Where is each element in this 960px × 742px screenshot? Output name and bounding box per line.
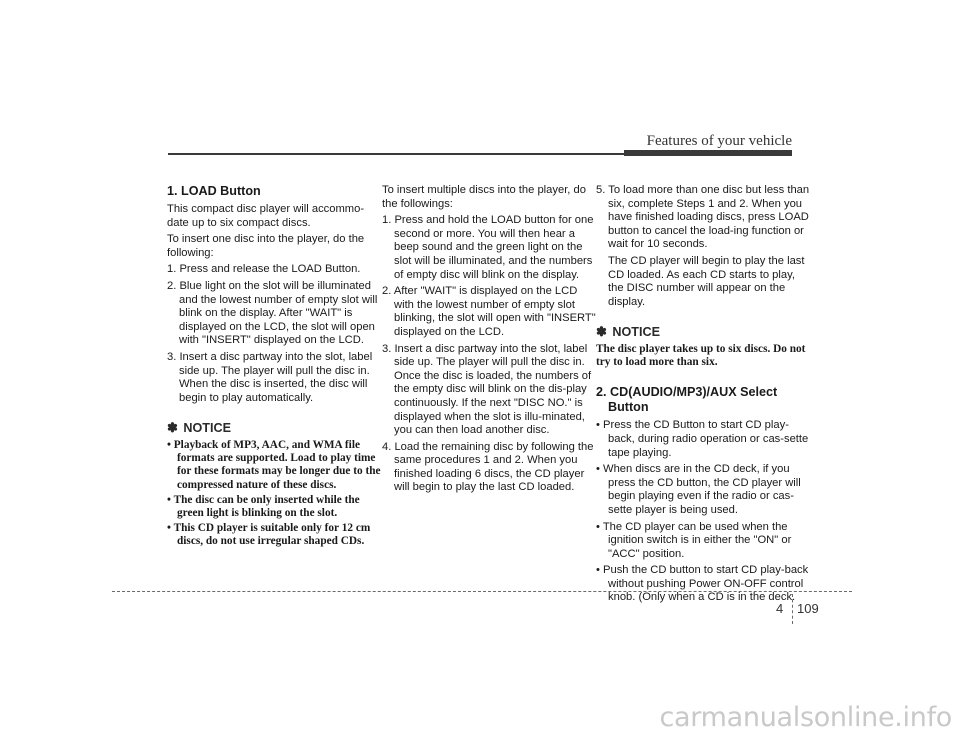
list-item: 4. Load the remaining disc by following the same procedures 1 and 2. When you finished loading 6 discs, the CD player will begin to play the last CD loaded. [382, 440, 594, 494]
notice-item: • The disc can be only inserted while the green light is blinking on the slot. [167, 493, 360, 519]
notice-heading [167, 421, 381, 436]
intro-paragraph: This compact disc player will accommo-date up to six compact discs. [167, 203, 365, 229]
list-item: 2. Blue light on the slot will be illuminated and the lowest number of empty slot will blink on the display. After "WAIT" is displayed on the LCD, the slot will open with "INSERT" displayed on the LCD. [167, 279, 378, 347]
page-number: 109 [797, 601, 819, 616]
page-header-title: Features of your vehicle [646, 133, 792, 149]
list-item: 3. Insert a disc partway into the slot, label side up. The player will pull the disc in. When the disc is inserted, the disc will begin to play automatically. [167, 350, 373, 404]
notice-item: • Playback of MP3, AAC, and WMA file formats are supported. Load to play time for these formats may be longer due to the compressed nature of these discs. [167, 438, 381, 491]
header-rule [168, 153, 624, 155]
notice-label: NOTICE [612, 325, 660, 340]
list-item: • The CD player can be used when the ignition switch is in either the "ON" or "ACC" position. [596, 520, 792, 560]
notice-label: NOTICE [183, 421, 231, 436]
multi-disc-intro: To insert multiple discs into the player, do the followings: [382, 184, 586, 210]
header-bar [624, 150, 792, 156]
list-item: 2. After "WAIT" is displayed on the LCD with the lowest number of empty slot blinking, the slot will open with "INSERT" displayed on the LCD. [382, 285, 596, 338]
notice-icon: ✽ [167, 420, 178, 436]
notice-item: • This CD player is suitable only for 12 cm discs, do not use irregular shaped CDs. [167, 522, 371, 548]
column-2 [382, 184, 596, 498]
list-item: 5. To load more than one disc but less than six, complete Steps 1 and 2. When you have finished loading discs, press LOAD button to cancel the load-ing function or wait for 10 seconds. [596, 184, 810, 251]
notice-text: The disc player takes up to six discs. Do not try to load more than six. [596, 342, 806, 369]
step5-note: The CD player will begin to play the last CD loaded. As each CD starts to play, the DISC number will appear on the display. [608, 254, 805, 308]
list-item: • Press the CD Button to start CD play-back, during radio operation or cas-sette tape playing. [596, 419, 809, 459]
notice-heading [596, 325, 810, 340]
column-1 [167, 184, 381, 551]
insert-one-paragraph: To insert one disc into the player, do the following: [167, 233, 365, 259]
cd-select-heading [596, 385, 810, 415]
notice-icon: ✽ [596, 324, 607, 340]
list-item: • When discs are in the CD deck, if you press the CD button, the CD player will begin playing even if the radio or cas-sette player is being used. [596, 463, 801, 516]
list-item: 1. Press and hold the LOAD button for one second or more. You will then hear a beep sound and the green light on the slot will be illuminated, and the numbers of empty disc will blink on the display. [382, 214, 594, 281]
chapter-number: 4 [776, 601, 784, 616]
list-item: 3. Insert a disc partway into the slot, label side up. The player will pull the disc in. Once the disc is loaded, the numbers of the empty disc will blink on the dis-play continuously. If the next "DISC NO." is displayed when the slot is illu-minated, you can then load another disc. [382, 342, 592, 437]
footer-divider [112, 591, 852, 592]
cd-select-heading-line1: 2. CD(AUDIO/MP3)/AUX Select [596, 385, 778, 400]
load-button-heading: 1. LOAD Button [167, 184, 261, 198]
list-item: • Push the CD button to start CD play-back without pushing Power ON-OFF control knob. (Only when a CD is in the deck. [596, 564, 809, 604]
list-item: 1. Press and release the LOAD Button. [167, 263, 361, 276]
cd-select-heading-line2: Button [608, 400, 649, 415]
column-3 [596, 184, 810, 608]
footer-tick [792, 594, 793, 624]
watermark: carmanualsonline.info [659, 702, 952, 733]
